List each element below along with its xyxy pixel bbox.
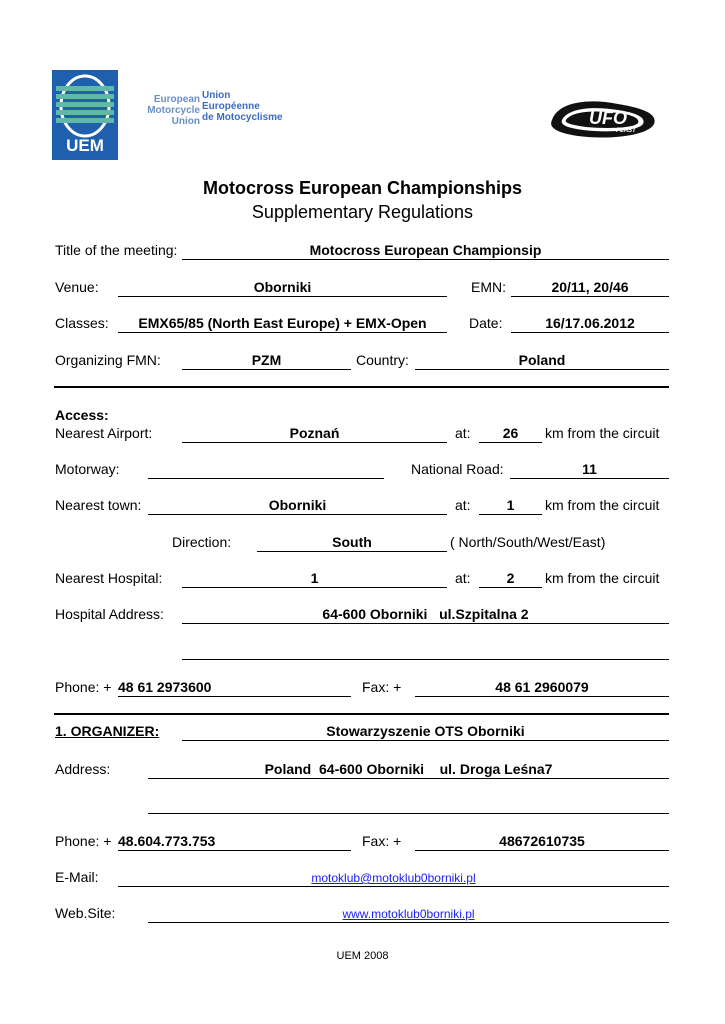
motorway-value: [148, 461, 384, 479]
section-divider-2: [54, 713, 669, 715]
access-phone-value: 48 61 2973600: [118, 679, 351, 697]
town-value: Oborniki: [148, 497, 447, 515]
organizer-fax-value: 48672610735: [415, 833, 669, 851]
organizer-address-line-2: [148, 813, 669, 814]
hospital-address-line-2: [182, 659, 669, 660]
uem-logo-text: UEM: [66, 136, 104, 155]
access-heading: Access:: [55, 407, 109, 423]
organizer-phone-value: 48.604.773.753: [118, 833, 351, 851]
hospital-value: 1: [182, 570, 447, 588]
direction-hint: ( North/South/West/East): [450, 534, 606, 550]
union-french-text: Union Européenne de Motocyclisme: [202, 90, 283, 123]
page-subtitle: Supplementary Regulations: [251, 202, 474, 222]
airport-value: Poznań: [182, 425, 447, 443]
organizer-fax-label: Fax: +: [362, 833, 402, 849]
meeting-title-value: Motocross European Championsip: [182, 242, 669, 260]
email-field: [118, 869, 669, 887]
airport-km-value: 26: [479, 425, 542, 443]
organizer-name-value: Stowarzyszenie OTS Oborniki: [182, 723, 669, 741]
hospital-km-label: km from the circuit: [545, 570, 660, 586]
date-value: 16/17.06.2012: [511, 315, 669, 333]
organizer-phone-label: Phone: +: [55, 833, 112, 849]
motorway-label: Motorway:: [55, 461, 120, 477]
meeting-title-label: Title of the meeting:: [55, 242, 178, 258]
ufo-logo-text: UFO: [589, 108, 627, 128]
access-fax-value: 48 61 2960079: [415, 679, 669, 697]
airport-label: Nearest Airport:: [55, 425, 153, 441]
organizer-heading: 1. ORGANIZER:: [55, 723, 160, 739]
footer-text: UEM 2008: [336, 950, 389, 962]
town-km-label: km from the circuit: [545, 497, 660, 513]
classes-label: Classes:: [55, 315, 109, 331]
hospital-address-label: Hospital Address:: [55, 606, 164, 622]
country-value: Poland: [415, 352, 669, 370]
ufo-plast-logo: [548, 98, 660, 142]
town-at-label: at:: [455, 497, 471, 513]
date-label: Date:: [469, 315, 503, 331]
emn-value: 20/11, 20/46: [511, 279, 669, 297]
organizer-address-value: Poland 64-600 Oborniki ul. Droga Leśna7: [148, 761, 669, 779]
country-label: Country:: [356, 352, 409, 368]
section-divider: [54, 386, 669, 388]
page-title: Motocross European Championships: [202, 178, 523, 198]
uem-logo: [52, 70, 118, 160]
website-field: [148, 905, 669, 923]
access-phone-label: Phone: +: [55, 679, 112, 695]
airport-km-label: km from the circuit: [545, 425, 660, 441]
website-label: Web.Site:: [55, 905, 116, 921]
airport-at-label: at:: [455, 425, 471, 441]
fmn-value: PZM: [182, 352, 351, 370]
hospital-at-label: at:: [455, 570, 471, 586]
hospital-km-value: 2: [479, 570, 542, 588]
hospital-label: Nearest Hospital:: [55, 570, 163, 586]
town-km-value: 1: [479, 497, 542, 515]
venue-label: Venue:: [55, 279, 99, 295]
fmn-label: Organizing FMN:: [55, 352, 161, 368]
town-label: Nearest town:: [55, 497, 142, 513]
email-label: E-Mail:: [55, 869, 99, 885]
emn-label: EMN:: [471, 279, 506, 295]
ufo-plast-text: PLAST: [616, 128, 636, 134]
hospital-address-value: 64-600 Oborniki ul.Szpitalna 2: [182, 606, 669, 624]
classes-value: EMX65/85 (North East Europe) + EMX-Open: [118, 315, 447, 333]
national-road-value: 11: [510, 461, 669, 479]
direction-label: Direction:: [172, 534, 232, 550]
access-fax-label: Fax: +: [362, 679, 402, 695]
direction-value: South: [257, 534, 447, 552]
website-link[interactable]: www.motoklub0borniki.pl: [342, 907, 475, 921]
venue-value: Oborniki: [118, 279, 447, 297]
union-english-text: European Motorcycle Union: [147, 94, 200, 127]
national-road-label: National Road:: [411, 461, 504, 477]
organizer-address-label: Address:: [55, 761, 111, 777]
email-link[interactable]: motoklub@motoklub0borniki.pl: [311, 871, 476, 885]
